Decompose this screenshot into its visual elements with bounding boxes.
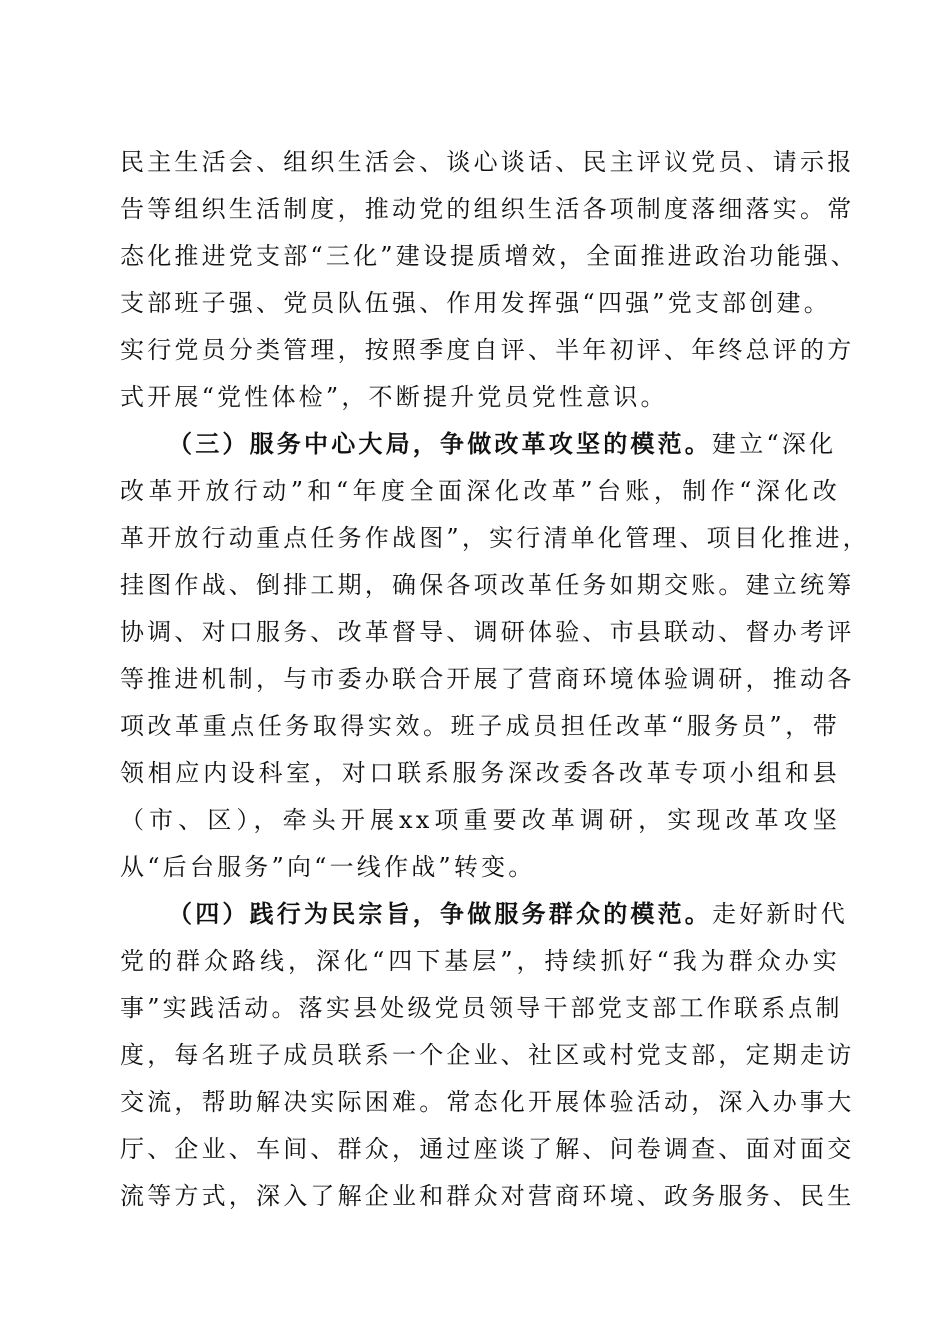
paragraph-line: 度，每名班子成员联系一个企业、社区或村党支部，定期走访 — [120, 1041, 855, 1069]
section-4-heading: （四）践行为民宗旨，争做服务群众的模范。 — [168, 899, 712, 928]
paragraph-line: 挂图作战、倒排工期，确保各项改革任务如期交账。建立统筹 — [120, 571, 855, 599]
paragraph-line: 告等组织生活制度，推动党的组织生活各项制度落细落实。常 — [120, 195, 855, 223]
paragraph-line: 改革开放行动”和“年度全面深化改革”台账，制作“深化改 — [120, 477, 840, 505]
section-4-first-line — [168, 894, 848, 934]
paragraph-line: 事”实践活动。落实县处级党员领导干部党支部工作联系点制 — [120, 994, 843, 1022]
paragraph-line: 流等方式，深入了解企业和群众对营商环境、政务服务、民生 — [120, 1182, 855, 1210]
paragraph-line: 协调、对口服务、改革督导、调研体验、市县联动、督办考评 — [120, 618, 855, 646]
paragraph-line: 等推进机制，与市委办联合开展了营商环境体验调研，推动各 — [120, 665, 855, 693]
paragraph-line: 实行党员分类管理，按照季度自评、半年初评、年终总评的方 — [120, 336, 855, 364]
paragraph-line: 态化推进党支部“三化”建设提质增效，全面推进政治功能强、 — [120, 242, 859, 270]
paragraph-line: 革开放行动重点任务作战图”，实行清单化管理、项目化推进， — [120, 524, 870, 552]
paragraph-line: 式开展“党性体检”，不断提升党员党性意识。 — [120, 383, 668, 411]
paragraph-line: （市、区），牵头开展xx项重要改革调研，实现改革攻坚 — [120, 806, 840, 834]
section-3-heading: （三）服务中心大局，争做改革攻坚的模范。 — [168, 429, 712, 458]
paragraph-line: 项改革重点任务取得实效。班子成员担任改革“服务员”，带 — [120, 712, 840, 740]
paragraph-line: 民主生活会、组织生活会、谈心谈话、民主评议党员、请示报 — [120, 148, 855, 176]
section-3-first-line — [168, 424, 840, 464]
paragraph-line: 厅、企业、车间、群众，通过座谈了解、问卷调查、面对面交 — [120, 1135, 855, 1163]
paragraph-line: 从“后台服务”向“一线作战”转变。 — [120, 853, 536, 881]
section-3-first-line-rest: 建立“深化 — [712, 430, 837, 458]
section-4-first-line-rest: 走好新时代 — [712, 900, 848, 928]
paragraph-line: 交流，帮助解决实际困难。常态化开展体验活动，深入办事大 — [120, 1088, 855, 1116]
paragraph-line: 领相应内设科室，对口联系服务深改委各改革专项小组和县 — [120, 759, 840, 787]
paragraph-line: 支部班子强、党员队伍强、作用发挥强“四强”党支部创建。 — [120, 289, 831, 317]
paragraph-line: 党的群众路线，深化“四下基层”，持续抓好“我为群众办实 — [120, 947, 840, 975]
